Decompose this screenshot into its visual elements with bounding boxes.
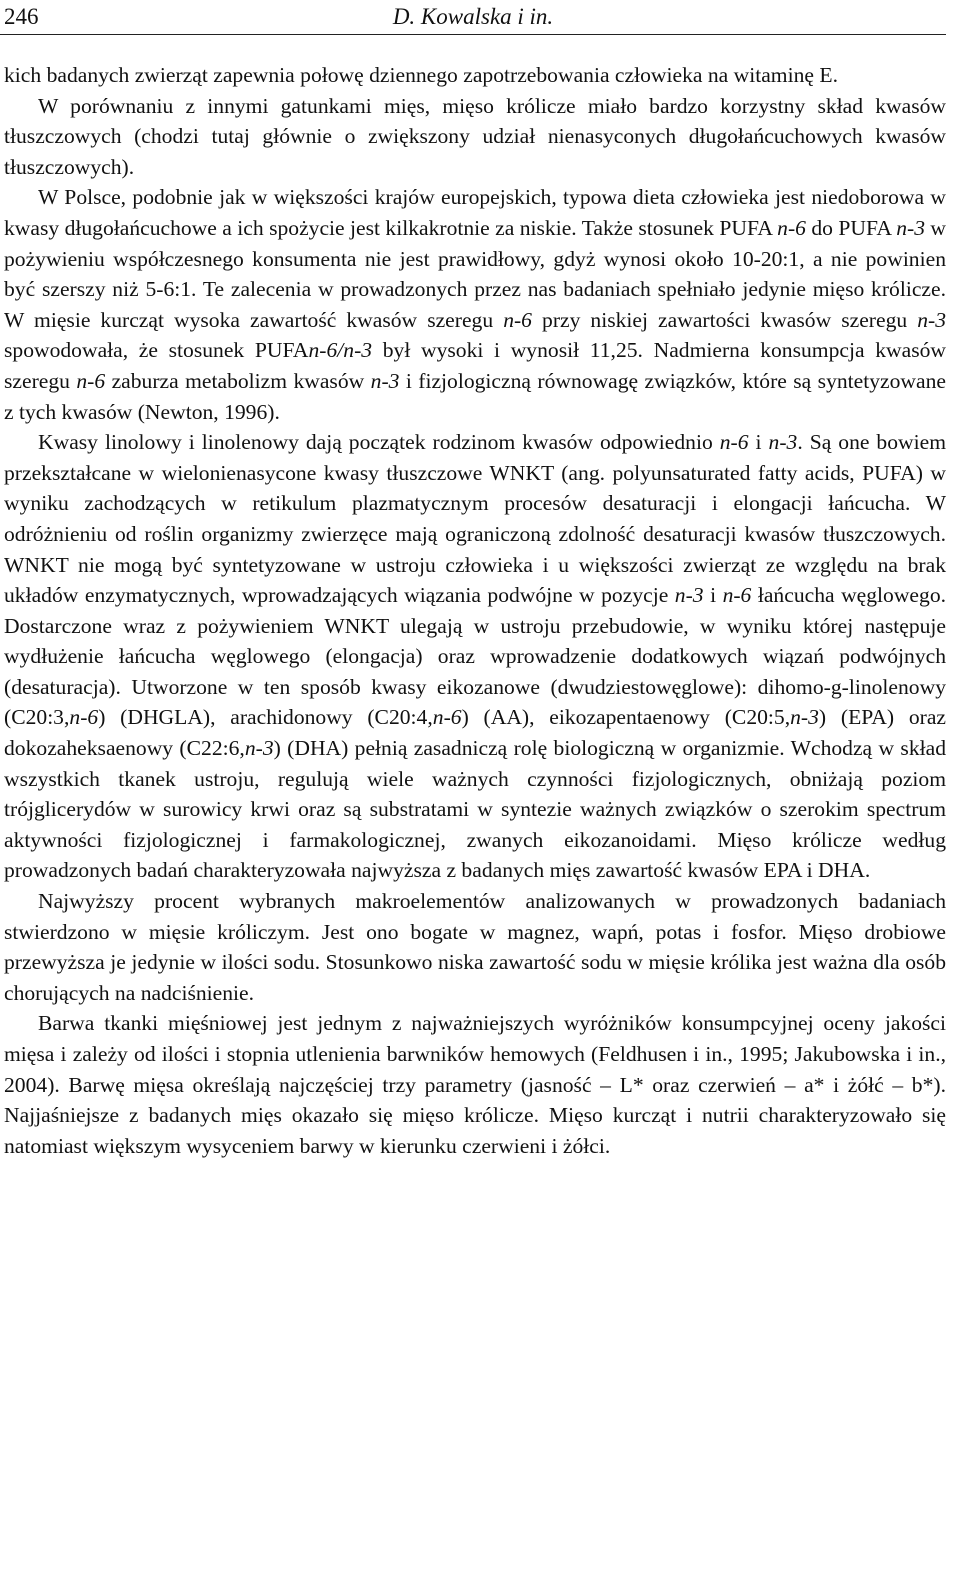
text-run: W porównaniu z innymi gatunkami mięs, mięso królicze miało bardzo korzystny skład kwasów tłuszczowych (chodzi tutaj głównie o zwiększony udział nienasyconych długołańcuchowych kwasów tłuszczowych). — [4, 93, 946, 179]
paragraph — [4, 60, 946, 91]
body-text — [4, 60, 946, 1161]
italic-term: n-3 — [790, 705, 819, 730]
running-head: D. Kowalska i in. — [392, 4, 554, 29]
text-run: przy niskiej zawartości kwasów szeregu — [531, 307, 918, 332]
paragraph — [4, 182, 946, 427]
text-run: Kwasy linolowy i linolenowy dają początek rodzinom kwasów odpowiednio — [38, 430, 720, 455]
text-run: ) (AA), eikozapentaenowy (C20:5, — [461, 705, 791, 730]
text-run: i — [703, 583, 723, 608]
text-run: był wysoki i wynosił 11,25. Nadmierna konsumpcja kwasów szeregu — [4, 338, 946, 393]
italic-term: n-3 — [768, 430, 798, 455]
italic-term: n-3 — [917, 307, 946, 332]
text-run: w pożywieniu współczesnego konsumenta nie jest prawidłowy, gdyż wynosi około 10-20:1, a nie powinien być szerszy niż 5-6:1. Te zalecenia w prowadzonych przez nas badaniach spełniało jedynie mięso królicze. W mięsie kurcząt wysoka zawartość kwasów szeregu — [4, 215, 946, 332]
text-run: do PUFA — [805, 215, 897, 240]
italic-term: n-6 — [76, 368, 106, 393]
paragraph — [4, 91, 946, 183]
italic-term: n-3 — [674, 583, 704, 608]
italic-term: n-6 — [432, 705, 462, 730]
text-run: zaburza metabolizm kwasów — [105, 368, 371, 393]
italic-term: n-6 — [722, 583, 752, 608]
italic-term: n-6 — [719, 430, 749, 455]
text-run: ) (EPA) oraz dokozaheksaenowy (C22:6, — [4, 705, 946, 761]
text-run: kich badanych zwierząt zapewnia połowę dziennego zapotrzebowania człowieka na witaminę E. — [4, 63, 838, 87]
text-run: Barwa tkanki mięśniowej jest jednym z najważniejszych wyróżników konsumpcyjnej oceny jakości mięsa i zależy od ilości i stopnia utlenienia barwników hemowych (Feldhusen i in., 1995; Jakubowska i in., 2004). Barwę mięsa określają najczęściej trzy parametry (jasność – L* oraz czerwień – a* i żółć – b*). Najjaśniejsze z badanych mięs okazało się mięso królicze. Mięso kurcząt i nutrii charakteryzowało się natomiast większym wysyceniem barwy w kierunku czerwieni i żółci. — [4, 1011, 946, 1158]
page-number: 246 — [4, 4, 39, 29]
text-run: . Są one bowiem przekształcane w wielonienasycone kwasy tłuszczowe WNKT (ang. polyunsaturated fatty acids, PUFA) w wyniku zachodzących w retikulum plazmatycznym procesów desaturacji i elongacji łańcucha. W odróżnieniu od roślin organizmy zwierzęce mają ograniczoną zdolność desaturacji kwasów tłuszczowych. WNKT nie mogą być syntetyzowane w ustroju człowieka i u większości zwierząt ze względu na brak układów enzymatycznych, wprowadzających wiązania podwójne w pozycje — [4, 430, 947, 608]
italic-term: n-3 — [244, 736, 274, 761]
italic-term: n-3 — [370, 368, 400, 393]
text-run: Najwyższy procent wybranych makroelementów analizowanych w prowadzonych badaniach stwierdzono w mięsie króliczym. Jest ono bogate w magnez, wapń, potas i fosfor. Mięso drobiowe przewyższa je jedynie w ilości sodu. Stosunkowo niska zawartość sodu w mięsie królika jest ważna dla osób chorujących na nadciśnienie. — [4, 889, 946, 1005]
italic-term: n-6 — [777, 215, 806, 240]
text-run: łańcucha węglowego. Dostarczone wraz z pożywieniem WNKT ulegają w ustroju przebudowie, w wyniku której następuje wydłużenie łańcucha węglowego (elongacja) oraz wprowadzenie dodatkowych wiązań podwójnych (desaturacja). Utworzone w ten sposób kwasy eikozanowe (dwudziestowęglowe): dihomo-g-linolenowy (C20:3, — [4, 583, 947, 730]
italic-term: n-6 — [503, 307, 532, 332]
paragraph — [4, 886, 946, 1008]
text-run: i fizjologiczną równowagę związków, które są syntetyzowane z tych kwasów (Newton, 1996). — [4, 368, 946, 424]
text-run: ) (DHA) pełnią zasadniczą rolę biologiczną w organizmie. Wchodzą w skład wszystkich tkanek ustroju, regulują wiele ważnych czynności fizjologicznych, obniżają poziom trójglicerydów w surowicy krwi oraz są substratami w syntezie ważnych związków o szerokim spectrum aktywności fizjologicznej i farmakologicznej, zwanych eikozanoidami. Mięso królicze według prowadzonych badań charakteryzowała najwyższa z badanych mięs zawartość kwasów EPA i DHA. — [4, 736, 946, 883]
text-run: spowodowała, że stosunek PUFA — [4, 338, 309, 363]
paragraph — [4, 1008, 946, 1161]
italic-term: n-6 — [69, 705, 99, 730]
text-run: ) (DHGLA), arachidonowy (C20:4, — [98, 705, 433, 730]
text-run: i — [748, 430, 769, 455]
text-run: W Polsce, podobnie jak w większości krajów europejskich, typowa dieta człowieka jest niedoborowa w kwasy długołańcuchowe a ich spożycie jest kilkakrotnie za niskie. Także stosunek PUFA — [4, 185, 946, 240]
italic-term: n-6/n-3 — [308, 338, 373, 363]
page-header — [0, 0, 946, 35]
italic-term: n-3 — [896, 215, 925, 240]
paragraph — [4, 427, 946, 886]
